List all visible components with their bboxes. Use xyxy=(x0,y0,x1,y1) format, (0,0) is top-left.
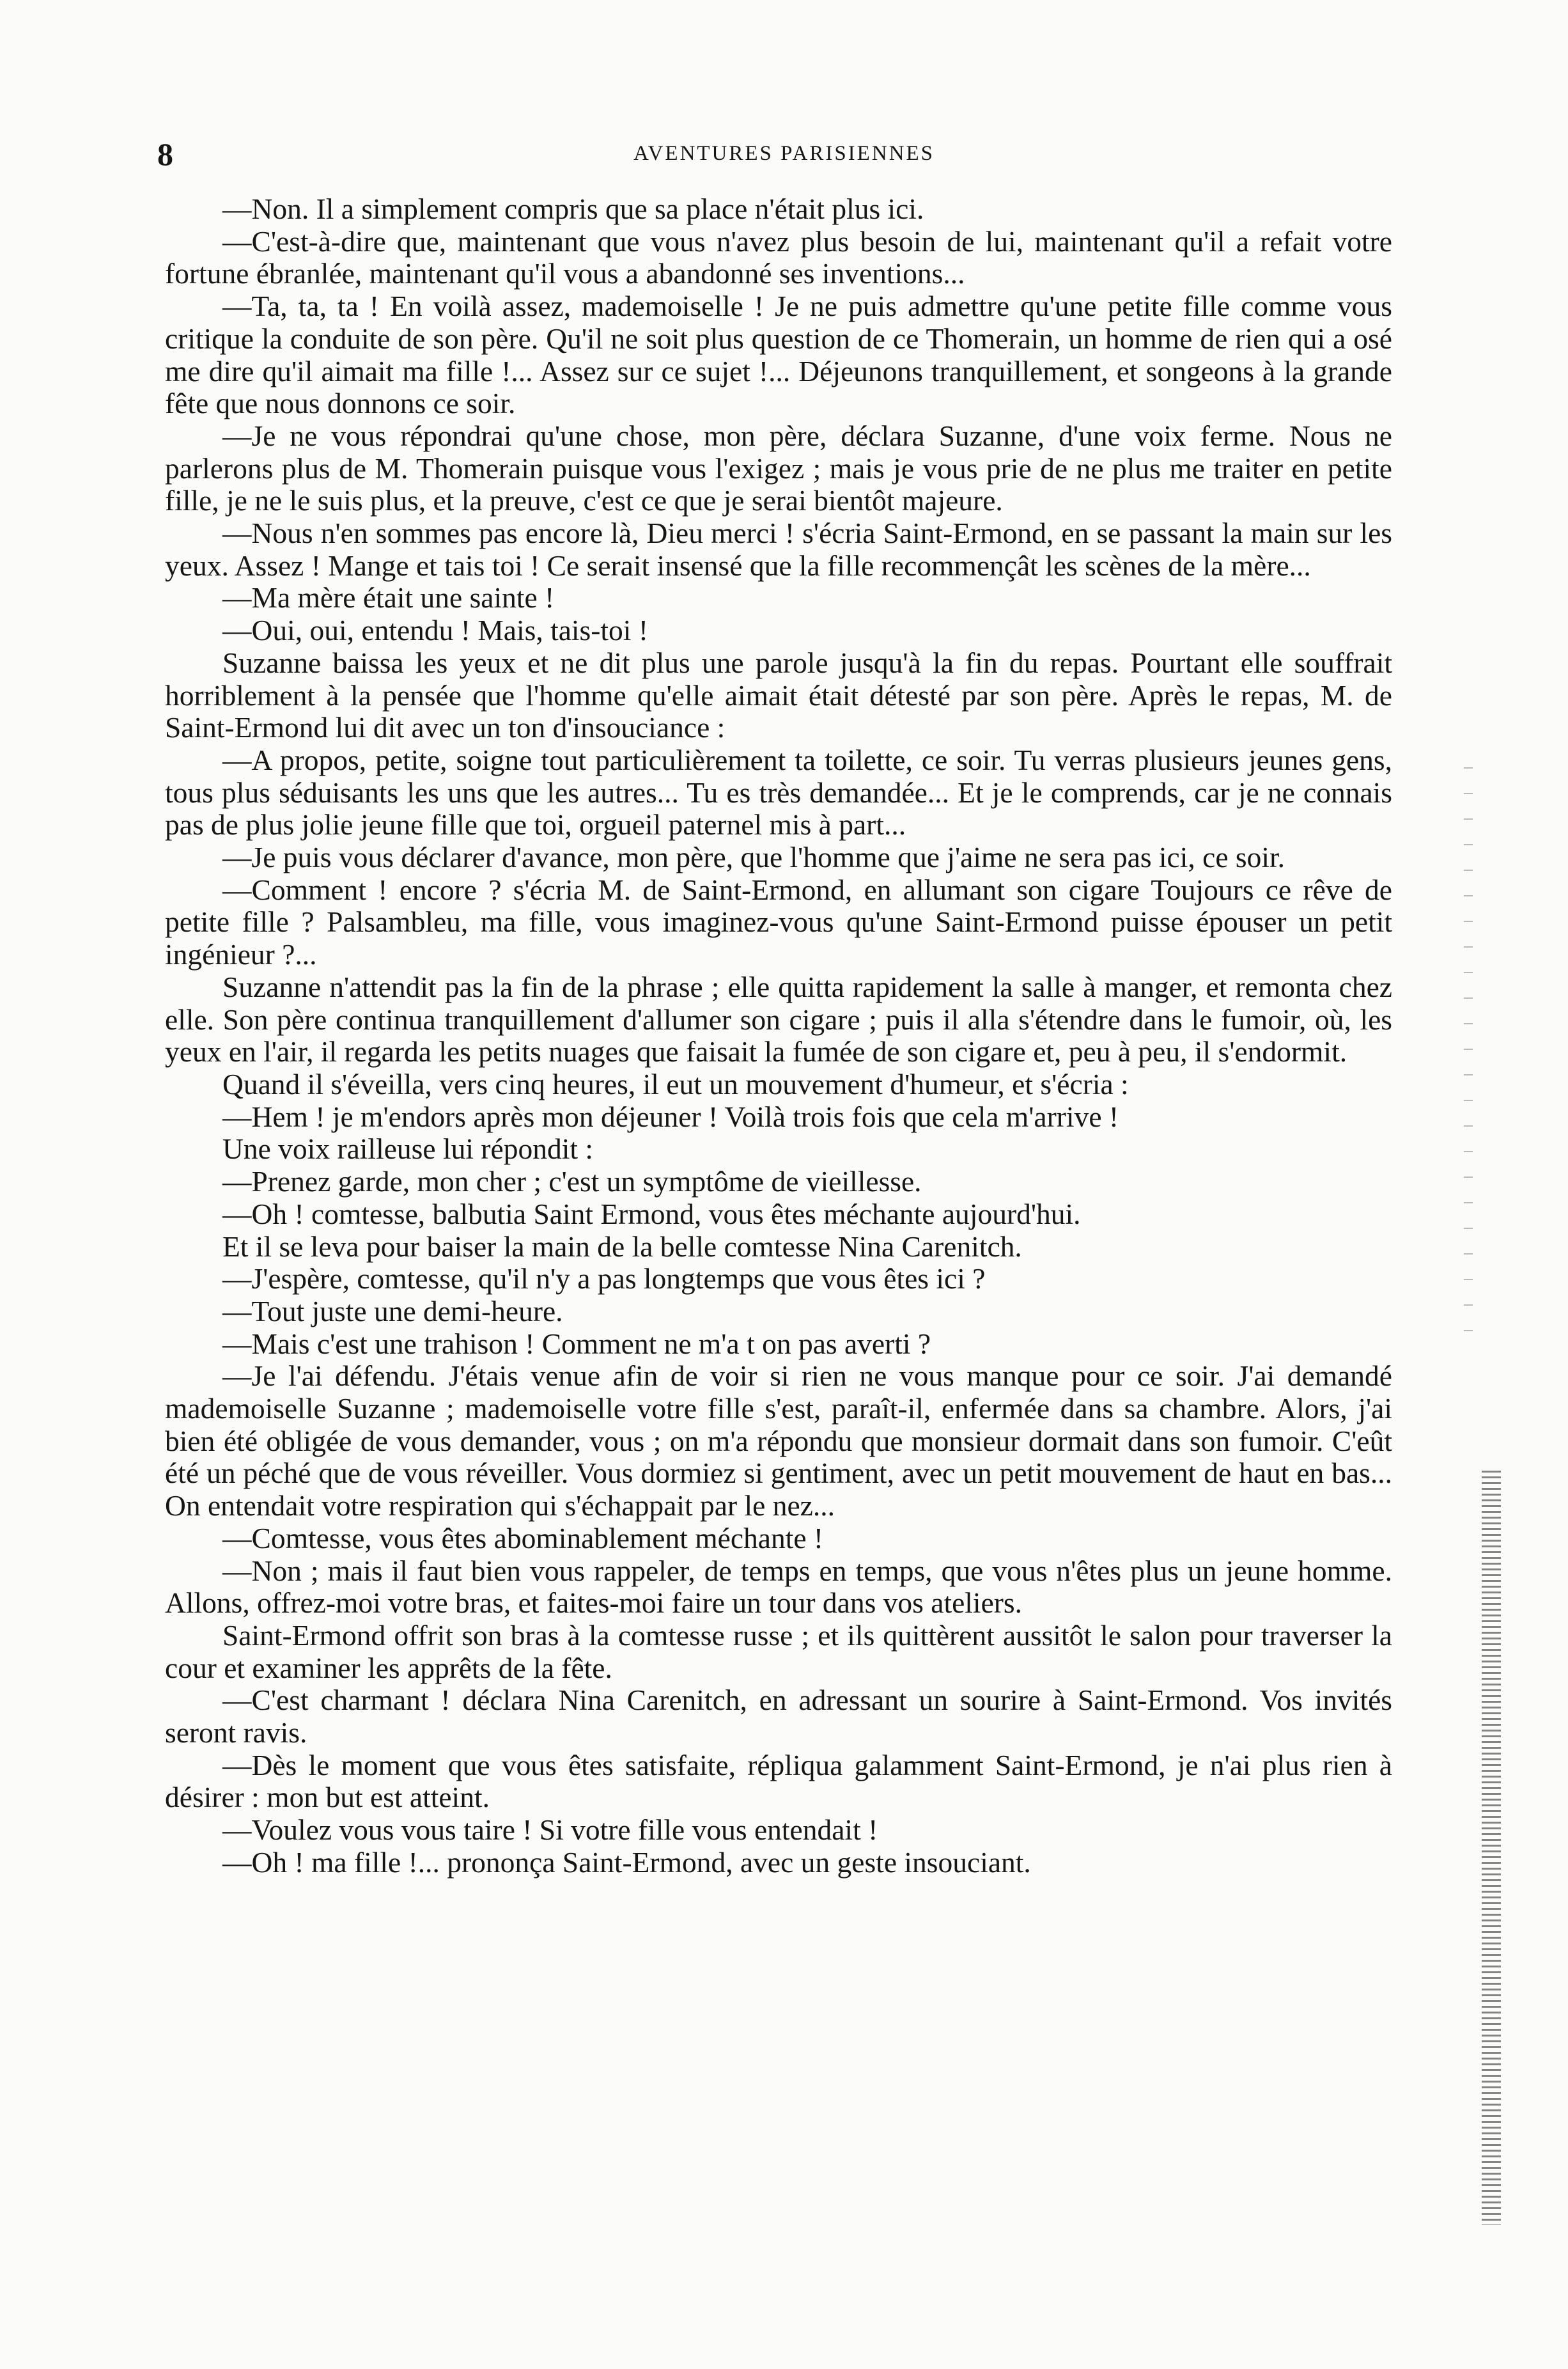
page-number: 8 xyxy=(157,136,173,172)
paragraph: —Non ; mais il faut bien vous rappeler, de temps en temps, que vous n'êtes plus un jeune homme. Allons, offrez-moi votre bras, et faites-moi faire un tour dans vos ateliers. xyxy=(165,1554,1392,1620)
paragraph: Saint-Ermond offrit son bras à la comtesse russe ; et ils quittèrent aussitôt le salon pour traverser la cour et examiner les apprêts de la fête. xyxy=(165,1618,1392,1684)
paragraph: —Je ne vous répondrai qu'une chose, mon père, déclara Suzanne, d'une voix ferme. Nous ne parlerons plus de M. Thomerain puisque vous l'exigez ; mais je vous prie de ne plus me traiter en petite fille, je ne le suis plus, et la preuve, c'est ce que je serai bientôt majeure. xyxy=(165,419,1392,517)
paragraph: —Tout juste une demi-heure. xyxy=(222,1294,563,1327)
paragraph: —Je l'ai défendu. J'étais venue afin de voir si rien ne vous manque pour ce soir. J'ai demandé mademoiselle Suzanne ; mademoiselle votre fille s'est, paraît-il, enfermée dans sa chambre. Alors, j'ai bien été obligée de vous demander, vous ; on m'a répondu que monsieur dormait dans son fumoir. C'eût été un péché que de vous réveiller. Vous dormiez si gentiment, avec un petit mouvement de haut en bas... On entendait votre respiration qui s'échappait par le nez... xyxy=(165,1359,1392,1522)
paragraph: —C'est charmant ! déclara Nina Carenitch, en adressant un sourire à Saint-Ermond. Vos invités seront ravis. xyxy=(165,1684,1392,1749)
paragraph: Suzanne n'attendit pas la fin de la phrase ; elle quitta rapidement la salle à manger, et remonta chez elle. Son père continua tranquillement d'allumer son cigare ; puis il alla s'étendre dans le fumoir, où, les yeux en l'air, il regarda les petits nuages que faisait la fumée de son cigare et, peu à peu, il s'endormit. xyxy=(165,970,1392,1068)
paragraph: —Ma mère était une sainte ! xyxy=(222,581,555,614)
paragraph: Quand il s'éveilla, vers cinq heures, il eut un mouvement d'humeur, et s'écria : xyxy=(222,1067,1129,1100)
paragraph: —Ta, ta, ta ! En voilà assez, mademoiselle ! Je ne puis admettre qu'une petite fille comme vous critique la conduite de son père. Qu'il ne soit plus question de ce Thomerain, un homme de rien qui a osé me dire qu'il aimait ma fille !... Assez sur ce sujet !... Déjeunons tranquillement, et songeons à la grande fête que nous donnons ce soir. xyxy=(165,290,1392,420)
paragraph: —C'est-à-dire que, maintenant que vous n'avez plus besoin de lui, maintenant qu'il a refait votre fortune ébranlée, maintenant qu'il vous a abandonné ses inventions... xyxy=(165,224,1392,290)
paragraph: —Nous n'en sommes pas encore là, Dieu merci ! s'écria Saint-Ermond, en se passant la main sur les yeux. Assez ! Mange et tais toi ! Ce serait insensé que la fille recommençât les scènes de la mère... xyxy=(165,517,1392,582)
paragraph: —Non. Il a simplement compris que sa place n'était plus ici. xyxy=(222,192,924,225)
paragraph: —Comment ! encore ? s'écria M. de Saint-Ermond, en allumant son cigare Toujours ce rêve de petite fille ? Palsambleu, ma fille, vous imaginez-vous qu'une Saint-Ermond puisse épouser un petit ingénieur ?... xyxy=(165,873,1392,971)
paragraph: Et il se leva pour baiser la main de la belle comtesse Nina Carenitch. xyxy=(222,1230,1022,1263)
paragraph: —Dès le moment que vous êtes satisfaite, répliqua galamment Saint-Ermond, je n'ai plus rien à désirer : mon but est atteint. xyxy=(165,1748,1392,1814)
scan-margin-speckle xyxy=(1464,767,1473,1343)
paragraph: —Hem ! je m'endors après mon déjeuner ! Voilà trois fois que cela m'arrive ! xyxy=(222,1100,1119,1133)
running-header-title: AVENTURES PARISIENNES xyxy=(633,142,935,165)
paragraph: —Oh ! ma fille !... prononça Saint-Ermond, avec un geste insouciant. xyxy=(222,1845,1031,1879)
paragraph: —Comtesse, vous êtes abominablement méchante ! xyxy=(222,1521,824,1554)
paragraph: —Mais c'est une trahison ! Comment ne m'a t on pas averti ? xyxy=(222,1327,931,1360)
paragraph: —Oh ! comtesse, balbutia Saint Ermond, vous êtes méchante aujourd'hui. xyxy=(222,1197,1081,1230)
paragraph: Une voix railleuse lui répondit : xyxy=(222,1132,593,1166)
paragraph: —A propos, petite, soigne tout particulièrement ta toilette, ce soir. Tu verras plusieurs jeunes gens, tous plus séduisants les uns que les autres... Tu es très demandée... Et je le comprends, car je ne connais pas de plus jolie jeune fille que toi, orgueil paternel mis à part... xyxy=(165,743,1392,841)
page-body xyxy=(165,193,1392,1879)
paragraph: —J'espère, comtesse, qu'il n'y a pas longtemps que vous êtes ici ? xyxy=(222,1262,986,1295)
paragraph: —Oui, oui, entendu ! Mais, tais-toi ! xyxy=(222,614,648,647)
paragraph: —Prenez garde, mon cher ; c'est un symptôme de vieillesse. xyxy=(222,1165,922,1198)
paragraph: Suzanne baissa les yeux et ne dit plus une parole jusqu'à la fin du repas. Pourtant elle souffrait horriblement à la pensée que l'homme qu'elle aimait était détesté par son père. Après le repas, M. de Saint-Ermond lui dit avec un ton d'insouciance : xyxy=(165,646,1392,744)
scan-margin-binding-marks xyxy=(1482,1471,1501,2225)
paragraph: —Voulez vous vous taire ! Si votre fille vous entendait ! xyxy=(222,1813,878,1847)
paragraph: —Je puis vous déclarer d'avance, mon père, que l'homme que j'aime ne sera pas ici, ce soir. xyxy=(222,841,1285,874)
